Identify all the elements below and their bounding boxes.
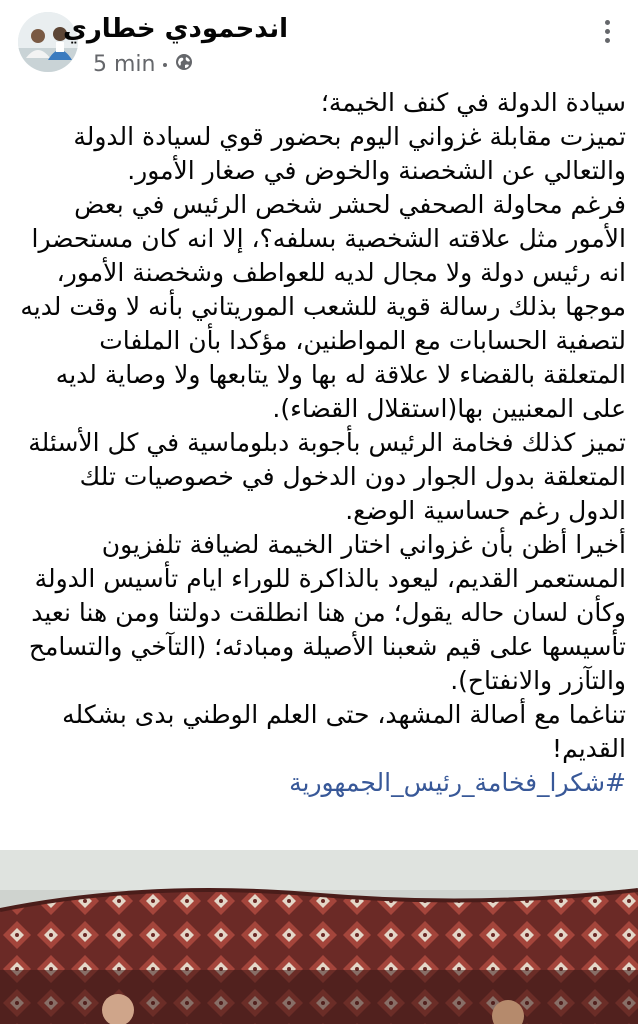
separator-dot — [163, 63, 167, 67]
hashtag-link[interactable]: #شكرا_فخامة_رئيس_الجمهورية — [289, 768, 626, 797]
post-photo[interactable] — [0, 850, 638, 1024]
post-paragraph: سيادة الدولة في كنف الخيمة؛ — [320, 88, 626, 117]
post-time[interactable]: 5 min — [93, 52, 156, 77]
more-dot-icon — [605, 29, 610, 34]
more-dot-icon — [605, 38, 610, 43]
post-paragraph: تميز كذلك فخامة الرئيس بأجوبة دبلوماسية في كل الأسئلة المتعلقة بدول الجوار دون الدخول في خصوصيات تلك الدول رغم حساسية الوضع. — [28, 428, 626, 525]
tent-photo-image — [0, 850, 638, 1024]
more-options-button[interactable] — [592, 16, 622, 46]
more-dot-icon — [605, 20, 610, 25]
post-paragraph: تناغما مع أصالة المشهد، حتى العلم الوطني بدى بشكله القديم! — [62, 700, 626, 763]
post-meta — [93, 52, 193, 77]
post-header — [0, 0, 638, 90]
post-paragraph: أخيرا أظن بأن غزواني اختار الخيمة لضيافة تلفزيون المستعمر القديم، ليعود بالذاكرة للوراء ايام تأسيس الدولة وكأن لسان حاله يقول؛ من هنا انطلقت دولتنا ومن هنا نعيد تأسيسها على قيم شعبنا الأصيلة ومبادئه؛ (التآخي والتسامح والتآزر والانفتاح). — [28, 530, 626, 695]
post-text — [14, 86, 626, 800]
author-name[interactable]: اندحمودي خطاري — [62, 14, 288, 44]
globe-icon[interactable] — [175, 52, 193, 77]
post-paragraph: فرغم محاولة الصحفي لحشر شخص الرئيس في بعض الأمور مثل علاقته الشخصية بسلفه؟، إلا انه كان مستحضرا انه رئيس دولة ولا مجال لديه للعواطف وشخصنة الأمور، موجها بذلك رسالة قوية للشعب الموريتاني بأنه لا وقت لديه لتصفية الحسابات مع المواطنين، مؤكدا بأن الملفات المتعلقة بالقضاء لا علاقة له بها ولا يتابعها ولا وصاية لديه على المعنيين بها(استقلال القضاء). — [20, 190, 626, 423]
post-paragraph: تميزت مقابلة غزواني اليوم بحضور قوي لسيادة الدولة والتعالي عن الشخصنة والخوض في صغار الأمور. — [73, 122, 626, 185]
